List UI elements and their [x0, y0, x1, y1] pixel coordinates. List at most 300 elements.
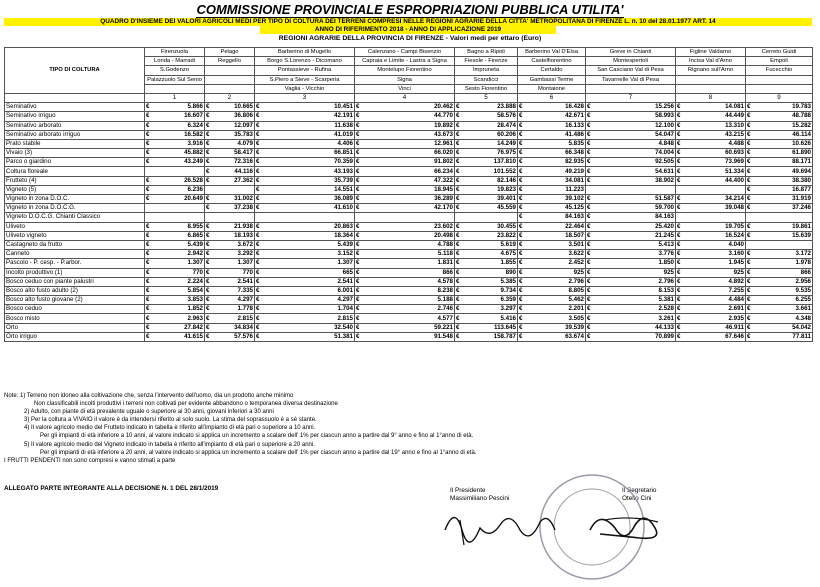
currency-symbol: € — [456, 167, 460, 175]
currency-symbol: € — [146, 268, 150, 276]
value-amount: 1.852 — [187, 305, 203, 313]
value-amount: 63.674 — [565, 332, 584, 340]
table-row — [5, 112, 813, 121]
currency-symbol: € — [356, 250, 360, 258]
currency-symbol: € — [519, 241, 523, 249]
currency-symbol: € — [206, 158, 210, 166]
region-municipality: Figline Valdarno — [676, 48, 746, 57]
currency-symbol: € — [206, 103, 210, 111]
currency-symbol: € — [256, 167, 260, 175]
value-amount: 5.381 — [658, 296, 674, 304]
currency-symbol: € — [456, 149, 460, 157]
value-cell — [746, 323, 813, 332]
value-amount: 12.097 — [234, 121, 253, 129]
value-cell — [518, 305, 586, 314]
currency-symbol: € — [356, 323, 360, 331]
region-municipality: Signa — [355, 75, 455, 84]
currency-symbol: € — [146, 259, 150, 267]
value-amount: 42.191 — [334, 112, 353, 120]
currency-symbol: € — [677, 195, 681, 203]
value-amount: 1.704 — [337, 305, 353, 313]
currency-symbol: € — [519, 277, 523, 285]
note-line: Per gli impianti di età inferiore a 20 anni, al valore indicato si applica un incremento a scalare dell' 1% per ciascun anno a partire dal 19° anno e fino al 1°anno di età. — [40, 449, 477, 456]
currency-symbol: € — [677, 176, 681, 184]
region-municipality: Bagno a Ripoli — [455, 48, 518, 57]
currency-symbol: € — [256, 323, 260, 331]
value-cell — [455, 213, 518, 222]
value-cell — [205, 158, 255, 167]
value-amount: 3.505 — [568, 314, 584, 322]
value-amount: 1.850 — [658, 259, 674, 267]
value-amount: 16.582 — [184, 130, 203, 138]
value-cell — [518, 314, 586, 323]
value-cell — [355, 176, 455, 185]
currency-symbol: € — [146, 121, 150, 129]
value-cell — [586, 121, 676, 130]
note-line: Per gli impianti di età inferiore a 10 anni, al valore indicato si applica un incremento a scalare dell' 1% per ciascun anno a partire dal 9° anno e fino al 1°anno di età. — [40, 433, 474, 440]
value-cell — [255, 112, 355, 121]
value-cell — [518, 240, 586, 249]
value-cell — [518, 103, 586, 112]
value-amount: 158.787 — [493, 332, 516, 340]
currency-symbol: € — [256, 259, 260, 267]
region-municipality: Pelago — [205, 48, 255, 57]
currency-symbol: € — [356, 103, 360, 111]
value-cell — [676, 139, 746, 148]
currency-symbol: € — [677, 277, 681, 285]
value-cell — [205, 103, 255, 112]
value-cell — [676, 259, 746, 268]
value-amount: 11.638 — [334, 121, 353, 129]
value-amount: 770 — [242, 268, 253, 276]
currency-symbol: € — [677, 323, 681, 331]
value-amount: 44.400 — [725, 176, 744, 184]
value-amount: 20.498 — [434, 231, 453, 239]
value-amount: 16.133 — [565, 121, 584, 129]
table-row — [5, 259, 813, 268]
value-cell — [586, 130, 676, 139]
value-cell — [518, 167, 586, 176]
value-amount: 3.261 — [658, 314, 674, 322]
value-cell — [205, 323, 255, 332]
value-amount: 18.507 — [565, 231, 584, 239]
region-municipality: S.Godenzo — [145, 66, 205, 75]
value-amount: 2.452 — [568, 259, 584, 267]
table-row — [5, 277, 813, 286]
value-cell — [355, 185, 455, 194]
value-cell — [455, 103, 518, 112]
currency-symbol: € — [747, 139, 751, 147]
currency-symbol: € — [519, 250, 523, 258]
currency-symbol: € — [256, 103, 260, 111]
value-cell — [205, 277, 255, 286]
value-amount: 58.576 — [497, 112, 516, 120]
value-cell — [355, 222, 455, 231]
currency-symbol: € — [356, 296, 360, 304]
value-cell — [145, 268, 205, 277]
currency-symbol: € — [456, 305, 460, 313]
currency-symbol: € — [256, 185, 260, 193]
value-amount: 25.420 — [655, 222, 674, 230]
note-line: 4) Il valore agricolo medio del Frutteto indicato in tabella è riferito all'impianto di età pari o superiore a 10 anni. — [24, 425, 316, 432]
table-row — [5, 305, 813, 314]
currency-symbol: € — [146, 222, 150, 230]
value-amount: 20.863 — [334, 222, 353, 230]
value-cell — [205, 130, 255, 139]
currency-symbol: € — [456, 222, 460, 230]
coltura-name: Orto irriguo — [5, 332, 145, 341]
region-number: 5 — [455, 93, 518, 102]
coltura-name: Orto — [5, 323, 145, 332]
currency-symbol: € — [256, 112, 260, 120]
value-cell — [586, 231, 676, 240]
value-cell — [455, 231, 518, 240]
value-cell — [518, 213, 586, 222]
value-amount: 66.851 — [334, 149, 353, 157]
value-cell — [145, 167, 205, 176]
coltura-name: Bosco ceduo con piante palustri — [5, 277, 145, 286]
currency-symbol: € — [519, 195, 523, 203]
currency-symbol: € — [519, 332, 523, 340]
coltura-name: Frutteto (4) — [5, 176, 145, 185]
value-cell — [205, 231, 255, 240]
region-municipality: Scandicci — [455, 75, 518, 84]
currency-symbol: € — [456, 139, 460, 147]
value-amount: 43.673 — [434, 130, 453, 138]
currency-symbol: € — [747, 250, 751, 258]
value-amount: 6.865 — [187, 231, 203, 239]
value-cell — [676, 185, 746, 194]
value-amount: 22.464 — [565, 222, 584, 230]
currency-symbol: € — [677, 332, 681, 340]
region-municipality: Calenzano - Campi Bisenzio — [355, 48, 455, 57]
currency-symbol: € — [356, 259, 360, 267]
currency-symbol: € — [519, 103, 523, 111]
currency-symbol: € — [677, 231, 681, 239]
currency-symbol: € — [206, 259, 210, 267]
region-municipality: Reggello — [205, 57, 255, 66]
currency-symbol: € — [456, 103, 460, 111]
currency-symbol: € — [587, 195, 591, 203]
value-amount: 37.246 — [792, 204, 811, 212]
value-cell — [255, 204, 355, 213]
value-cell — [355, 250, 455, 259]
table-header — [5, 48, 813, 103]
value-amount: 5.619 — [500, 241, 516, 249]
value-cell — [205, 176, 255, 185]
value-amount: 665 — [342, 268, 353, 276]
value-amount: 15.639 — [792, 231, 811, 239]
value-amount: 20.462 — [434, 103, 453, 111]
value-cell — [145, 195, 205, 204]
value-cell — [676, 286, 746, 295]
value-amount: 72.316 — [234, 158, 253, 166]
value-cell — [145, 103, 205, 112]
value-amount: 49.219 — [565, 167, 584, 175]
currency-symbol: € — [587, 139, 591, 147]
value-amount: 21.938 — [234, 222, 253, 230]
coltura-name: Seminativo arborato irriguo — [5, 130, 145, 139]
value-amount: 925 — [573, 268, 584, 276]
value-cell — [205, 121, 255, 130]
value-amount: 82.935 — [565, 158, 584, 166]
value-amount: 70.899 — [655, 332, 674, 340]
allegato-text: ALLEGATO PARTE INTEGRANTE ALLA DECISIONE N. 1 DEL 28/1/2019 — [4, 485, 219, 492]
value-cell — [145, 305, 205, 314]
value-cell — [518, 195, 586, 204]
value-cell — [355, 139, 455, 148]
coltura-name: Seminativo — [5, 103, 145, 112]
value-amount: 44.116 — [234, 167, 253, 175]
value-amount: 4.040 — [728, 241, 744, 249]
currency-symbol: € — [456, 121, 460, 129]
value-amount: 3.172 — [795, 250, 811, 258]
value-amount: 6.236 — [187, 185, 203, 193]
currency-symbol: € — [677, 112, 681, 120]
currency-symbol: € — [256, 314, 260, 322]
value-amount: 6.359 — [500, 296, 516, 304]
value-cell — [355, 130, 455, 139]
value-cell — [355, 213, 455, 222]
region-municipality: Montaione — [518, 84, 586, 93]
region-municipality: Firenzuola — [145, 48, 205, 57]
value-cell — [205, 222, 255, 231]
region-municipality: Pontassieve - Rufina — [255, 66, 355, 75]
currency-symbol: € — [747, 185, 751, 193]
value-cell — [518, 268, 586, 277]
value-amount: 10.665 — [234, 103, 253, 111]
region-number: 9 — [746, 93, 813, 102]
value-cell — [255, 286, 355, 295]
value-cell — [355, 323, 455, 332]
currency-symbol: € — [256, 305, 260, 313]
value-cell — [676, 204, 746, 213]
value-amount: 27.362 — [234, 176, 253, 184]
value-cell — [586, 195, 676, 204]
region-municipality: Gambassi Terme — [518, 75, 586, 84]
value-cell — [455, 204, 518, 213]
value-cell — [205, 314, 255, 323]
currency-symbol: € — [747, 259, 751, 267]
value-amount: 35.739 — [334, 176, 353, 184]
region-municipality: Borgo S.Lorenzo - Dicomano — [255, 57, 355, 66]
value-amount: 4.079 — [237, 139, 253, 147]
value-amount: 2.942 — [187, 250, 203, 258]
value-cell — [205, 149, 255, 158]
value-cell — [586, 268, 676, 277]
value-cell — [746, 305, 813, 314]
value-amount: 41.019 — [334, 130, 353, 138]
value-cell — [355, 158, 455, 167]
value-cell — [455, 259, 518, 268]
table-body — [5, 103, 813, 342]
value-cell — [586, 286, 676, 295]
value-cell — [255, 296, 355, 305]
value-amount: 43.249 — [184, 158, 203, 166]
table-row — [5, 231, 813, 240]
currency-symbol: € — [456, 277, 460, 285]
value-amount: 21.245 — [655, 231, 674, 239]
currency-symbol: € — [256, 231, 260, 239]
value-amount: 26.528 — [184, 176, 203, 184]
value-amount: 66.348 — [565, 149, 584, 157]
value-cell — [145, 332, 205, 341]
value-amount: 1.307 — [337, 259, 353, 267]
value-cell — [255, 250, 355, 259]
value-cell — [586, 167, 676, 176]
currency-symbol: € — [356, 195, 360, 203]
value-cell — [518, 286, 586, 295]
value-amount: 8.238 — [437, 286, 453, 294]
currency-symbol: € — [587, 167, 591, 175]
value-amount: 9.535 — [795, 286, 811, 294]
currency-symbol: € — [456, 185, 460, 193]
currency-symbol: € — [146, 323, 150, 331]
value-amount: 34.834 — [234, 323, 253, 331]
currency-symbol: € — [146, 296, 150, 304]
region-number: 2 — [205, 93, 255, 102]
currency-symbol: € — [747, 158, 751, 166]
value-amount: 47.322 — [434, 176, 453, 184]
value-cell — [455, 167, 518, 176]
currency-symbol: € — [146, 158, 150, 166]
region-municipality — [746, 84, 813, 93]
value-cell — [455, 314, 518, 323]
value-cell — [586, 259, 676, 268]
currency-symbol: € — [456, 176, 460, 184]
currency-symbol: € — [677, 314, 681, 322]
presidente-name: Massimiliano Pescini — [450, 495, 510, 502]
currency-symbol: € — [146, 139, 150, 147]
region-municipality: Montelupo Fiorentino — [355, 66, 455, 75]
value-cell — [355, 332, 455, 341]
currency-symbol: € — [519, 176, 523, 184]
region-municipality — [145, 84, 205, 93]
currency-symbol: € — [256, 149, 260, 157]
value-cell — [455, 130, 518, 139]
region-municipality: Montespertoli — [586, 57, 676, 66]
value-cell — [676, 332, 746, 341]
currency-symbol: € — [747, 277, 751, 285]
value-amount: 2.815 — [337, 314, 353, 322]
value-amount: 4.297 — [337, 296, 353, 304]
currency-symbol: € — [747, 167, 751, 175]
currency-symbol: € — [519, 149, 523, 157]
value-cell — [255, 149, 355, 158]
currency-symbol: € — [519, 305, 523, 313]
value-amount: 4.406 — [337, 139, 353, 147]
value-amount: 19.823 — [497, 185, 516, 193]
value-amount: 84.163 — [565, 213, 584, 221]
value-amount: 2.935 — [728, 314, 744, 322]
value-cell — [676, 121, 746, 130]
region-municipality: Londa - Marradi — [145, 57, 205, 66]
value-cell — [205, 204, 255, 213]
value-cell — [145, 240, 205, 249]
currency-symbol: € — [206, 204, 210, 212]
currency-symbol: € — [519, 130, 523, 138]
note-line: Note: 1) Terreno non idoneo alla coltivazione che, senza l'intervento dell'uomo, dia un prodotto anche minimo — [4, 393, 294, 399]
value-amount: 61.890 — [792, 149, 811, 157]
value-amount: 46.114 — [792, 130, 811, 138]
coltura-name: Seminativo arborato — [5, 121, 145, 130]
currency-symbol: € — [206, 305, 210, 313]
value-amount: 36.289 — [434, 195, 453, 203]
region-municipality: Cerreto Guidi — [746, 48, 813, 57]
coltura-name: Bosco ceduo — [5, 305, 145, 314]
value-amount: 2.691 — [728, 305, 744, 313]
value-cell — [676, 305, 746, 314]
values-table — [4, 47, 813, 342]
value-amount: 45.559 — [497, 204, 516, 212]
value-cell — [676, 149, 746, 158]
coltura-name: Bosco alto fusto giovane (2) — [5, 296, 145, 305]
currency-symbol: € — [256, 277, 260, 285]
region-municipality: Barberino Val D'Elsa — [518, 48, 586, 57]
value-cell — [586, 250, 676, 259]
value-amount: 4.578 — [437, 277, 453, 285]
currency-symbol: € — [206, 139, 210, 147]
currency-symbol: € — [677, 149, 681, 157]
value-cell — [255, 268, 355, 277]
currency-symbol: € — [519, 139, 523, 147]
value-cell — [518, 250, 586, 259]
currency-symbol: € — [146, 241, 150, 249]
currency-symbol: € — [456, 231, 460, 239]
value-amount: 5.385 — [500, 277, 516, 285]
value-amount: 49.694 — [792, 167, 811, 175]
currency-symbol: € — [146, 250, 150, 258]
value-amount: 9.734 — [500, 286, 516, 294]
value-amount: 8.805 — [568, 286, 584, 294]
currency-symbol: € — [206, 149, 210, 157]
value-amount: 5.462 — [568, 296, 584, 304]
currency-symbol: € — [587, 305, 591, 313]
value-cell — [746, 268, 813, 277]
value-amount: 5.866 — [187, 103, 203, 111]
value-amount: 4.348 — [795, 314, 811, 322]
value-amount: 5.416 — [500, 314, 516, 322]
value-cell — [518, 185, 586, 194]
currency-symbol: € — [456, 241, 460, 249]
coltura-name: Vigneto in zona D.O.C.G. — [5, 204, 145, 213]
currency-symbol: € — [519, 314, 523, 322]
value-amount: 34.081 — [565, 176, 584, 184]
value-amount: 54.047 — [655, 130, 674, 138]
currency-symbol: € — [206, 332, 210, 340]
coltura-name: Vigneto in zona D.O.C. — [5, 195, 145, 204]
currency-symbol: € — [747, 332, 751, 340]
value-cell — [746, 204, 813, 213]
currency-symbol: € — [146, 314, 150, 322]
value-amount: 66.020 — [434, 149, 453, 157]
currency-symbol: € — [206, 167, 210, 175]
currency-symbol: € — [587, 250, 591, 258]
currency-symbol: € — [677, 167, 681, 175]
coltura-name: Vigneto D.O.C.G. Chianti Classico — [5, 213, 145, 222]
value-amount: 101.552 — [493, 167, 516, 175]
value-amount: 73.969 — [725, 158, 744, 166]
value-cell — [205, 250, 255, 259]
value-cell — [145, 231, 205, 240]
currency-symbol: € — [747, 176, 751, 184]
currency-symbol: € — [747, 130, 751, 138]
note-line: 2) Adulto, con piante di età prevalente uguale o superiore ai 30 anni, giovani inferiori a 30 anni — [24, 409, 274, 416]
region-municipality: Barberino di Mugello — [255, 48, 355, 57]
currency-symbol: € — [519, 112, 523, 120]
currency-symbol: € — [747, 121, 751, 129]
value-amount: 51.587 — [655, 195, 674, 203]
